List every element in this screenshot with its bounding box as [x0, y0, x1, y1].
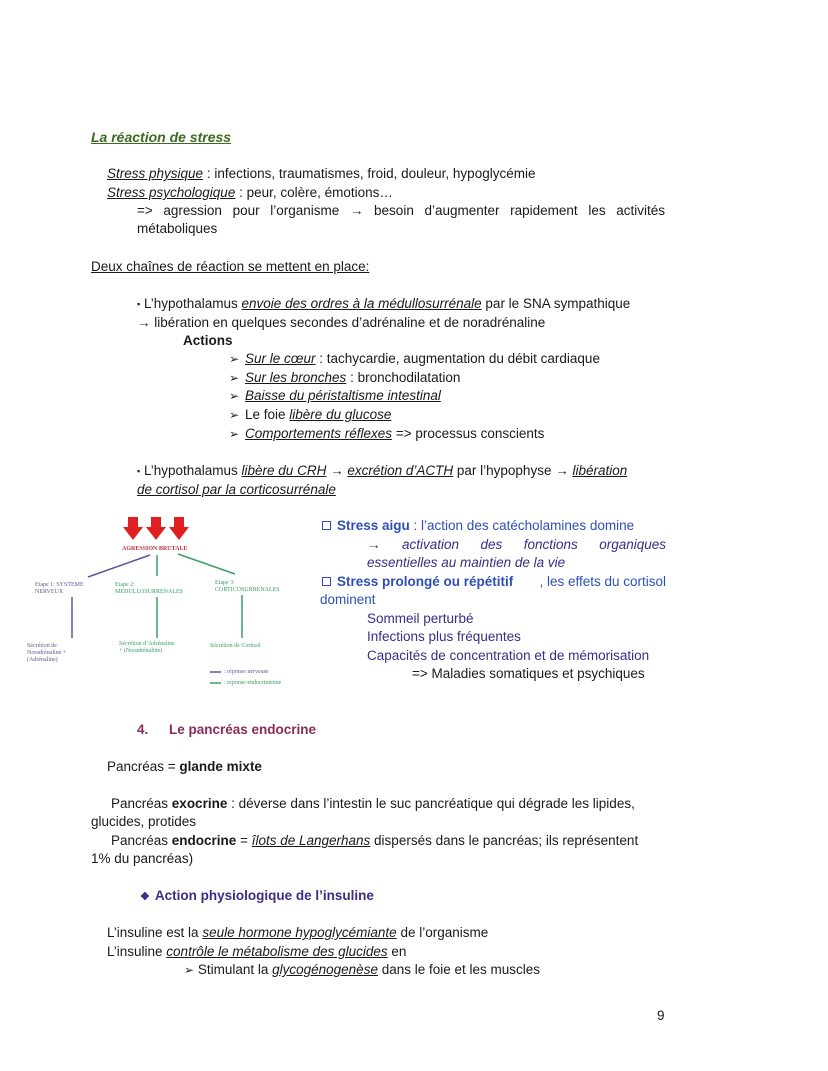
mixte-prefix: Pancréas = [107, 759, 180, 774]
stress-prolonge-head [322, 573, 513, 591]
exo-line2: glucides, protides [91, 814, 197, 829]
arrowhead-bullet-icon: ➢ [229, 408, 240, 422]
arrowhead-bullet-icon: ➢ [184, 963, 195, 977]
stress-physique-text: : infections, traumatismes, froid, douleur, hypoglycémie [203, 166, 536, 181]
mixte-bold: glande mixte [179, 759, 262, 774]
action-item [229, 406, 391, 424]
step1-line2: NERVEUX [35, 589, 64, 595]
actions-title: Actions [183, 333, 233, 348]
insuline-line2 [107, 943, 406, 961]
out1-line1: Sécrétion de [27, 643, 57, 649]
action-item [229, 387, 441, 405]
action-item [229, 350, 600, 368]
out1-line2: Noradrénaline + [27, 650, 67, 656]
diamond-bullet-icon: ❖ [140, 891, 150, 903]
action-emph: Baisse du péristaltisme intestinal [245, 388, 441, 403]
checkbox-bullet-icon [322, 577, 331, 586]
action-pre: Le foie [245, 407, 290, 422]
stress-aigu-line [322, 517, 634, 535]
l3-suffix: dans le foie et les muscles [377, 962, 541, 977]
action-item [229, 425, 544, 443]
effect-item: Infections plus fréquentes [367, 629, 521, 644]
exo-line1-inner [111, 795, 635, 813]
chain2-emph-acth: excrétion d’ACTH [347, 463, 454, 478]
word: fonctions [523, 537, 578, 552]
chain2-emph-crh: libère du CRH [241, 463, 327, 478]
action-text: : tachycardie, augmentation du débit cardiaque [315, 351, 600, 366]
section-number: 4. [137, 722, 149, 737]
square-bullet-icon: ▪ [137, 299, 141, 309]
insuline-line3 [184, 961, 540, 979]
l3-prefix: Stimulant la [194, 962, 273, 977]
word: organiques [599, 537, 666, 552]
step2-line1: Etape 2: [115, 582, 135, 588]
chains-heading: Deux chaînes de réaction se mettent en place: [91, 259, 370, 274]
stress-psycho-text: : peur, colère, émotions… [235, 185, 393, 200]
endo-line1 [91, 832, 666, 850]
stress-physique-label: Stress physique [107, 166, 204, 181]
section-title: La réaction de stress [91, 129, 232, 145]
l1-suffix: de l’organisme [396, 925, 489, 940]
endo-bold: endocrine [171, 833, 237, 848]
diagram-lines-icon [20, 510, 320, 700]
l1-emph: seule hormone hypoglycémiante [202, 925, 397, 940]
step1-line1: Etape 1: SYSTEME [35, 582, 84, 588]
word: activation [401, 537, 459, 552]
endo-text: dispersés dans le pancréas; ils représentent [370, 833, 639, 848]
arrowhead-bullet-icon: ➢ [229, 352, 240, 366]
chain2-line2: de cortisol par la corticosurrénale [137, 482, 336, 497]
diagram-top-label: AGRESSION BRUTALE [122, 546, 188, 552]
legend-nerveuse: : réponse nerveuse [224, 669, 269, 675]
action-emph: Sur le cœur [245, 351, 316, 366]
chain2-emph-liberation: libération [572, 463, 628, 478]
insuline-heading [140, 887, 374, 906]
chain1-suffix: par le SNA sympathique [481, 296, 631, 311]
exo-bold: exocrine [171, 796, 228, 811]
out2-line2: + (Noradrénaline) [119, 648, 163, 654]
stress-aigu-text: : l’action des catécholamines domine [409, 518, 635, 533]
arrowhead-bullet-icon: ➢ [229, 389, 240, 403]
endo-emph: îlots de Langerhans [251, 833, 371, 848]
chain1-line1 [137, 295, 630, 313]
pancreas-exocrine [91, 795, 666, 831]
diagram-step2 [115, 582, 183, 596]
stress-prolonge-text2: dominent [320, 592, 376, 607]
out1-line3: (Adrénaline) [27, 657, 58, 663]
pancreas-heading-text: Le pancréas endocrine [169, 722, 317, 737]
stress-aigu-consequence-line1 [367, 536, 666, 554]
step3-line1: Etape 3: [215, 580, 235, 586]
stress-consequence: => agression pour l’organisme → besoin d’augmenter rapidement les activités métaboliques [137, 203, 665, 236]
action-emph: libère du glucose [289, 407, 392, 422]
stress-aigu-label: Stress aigu [337, 518, 410, 533]
stress-physique-line [107, 165, 535, 183]
stress-psycho-line [107, 184, 393, 202]
stress-prolonge-label: Stress prolongé ou répétitif [337, 574, 514, 589]
arrow-icon: → [367, 537, 381, 552]
chain1-line2: → libération en quelques secondes d’adrénaline et de noradrénaline [137, 315, 546, 330]
action-item [229, 369, 460, 387]
l2-prefix: L’insuline [107, 944, 167, 959]
stress-prolonge-text: , les effets du cortisol [539, 574, 666, 589]
out2-line1: Sécrétion d’Adrénaline [119, 641, 175, 647]
stress-prolonge-line [322, 573, 666, 591]
chain2-line1-inner [137, 462, 627, 480]
diagram-step3 [215, 580, 280, 594]
pancreas-heading [137, 721, 316, 739]
square-bullet-icon: ▪ [137, 466, 141, 476]
l1-prefix: L’insuline est la [107, 925, 203, 940]
chain1-emph: envoie des ordres à la médullosurrénale [241, 296, 482, 311]
action-text: : bronchodilatation [346, 370, 461, 385]
arrowhead-bullet-icon: ➢ [229, 371, 240, 385]
effect-item: Capacités de concentration et de mémorisation [367, 648, 650, 663]
step2-line2: MEDULLOSURRENALES [115, 589, 184, 595]
chain2-p2: → [326, 463, 348, 478]
diagram-output1 [27, 643, 66, 664]
insuline-heading-text: Action physiologique de l’insuline [154, 888, 374, 903]
endo-prefix: Pancréas [111, 833, 172, 848]
insuline-line1 [107, 924, 488, 942]
chain2-p3: par l’hypophyse → [453, 463, 573, 478]
stress-psycho-label: Stress psychologique [107, 185, 236, 200]
pancreas-endocrine [91, 832, 666, 868]
exo-line1 [91, 795, 666, 813]
diagram-output2 [119, 641, 175, 655]
l2-emph: contrôle le métabolisme des glucides [166, 944, 388, 959]
legend-endocrinienne: : réponse endocrinienne [224, 680, 282, 686]
exo-prefix: Pancréas [111, 796, 172, 811]
chain2-line1 [137, 462, 665, 480]
l3-emph: glycogénogenèse [272, 962, 378, 977]
action-emph: Sur les bronches [245, 370, 347, 385]
action-emph: Comportements réflexes [245, 426, 393, 441]
effect-item: Sommeil perturbé [367, 611, 474, 626]
diagram-step1 [35, 582, 84, 596]
page-number: 9 [657, 1008, 665, 1023]
word: des [480, 537, 503, 552]
stress-aigu-consequence-line2: essentielles au maintien de la vie [367, 555, 566, 570]
chain1-prefix: L’hypothalamus [140, 296, 242, 311]
stress-response-diagram [20, 510, 320, 700]
checkbox-bullet-icon [322, 521, 331, 530]
chain2-p1: L’hypothalamus [140, 463, 242, 478]
action-text: => processus conscients [392, 426, 545, 441]
endo-eq: = [236, 833, 252, 848]
step3-line2: CORTICOSURRENALES [215, 587, 280, 593]
arrowhead-bullet-icon: ➢ [229, 427, 240, 441]
exo-text: : déverse dans l’intestin le suc pancréatique qui dégrade les lipides, [227, 796, 635, 811]
stress-conclusion: => Maladies somatiques et psychiques [412, 666, 645, 681]
endo-line2: 1% du pancréas) [91, 851, 194, 866]
l2-suffix: en [387, 944, 407, 959]
diagram-output3: Sécrétion de Cortisol [210, 643, 261, 649]
pancreas-mixte [107, 758, 262, 776]
